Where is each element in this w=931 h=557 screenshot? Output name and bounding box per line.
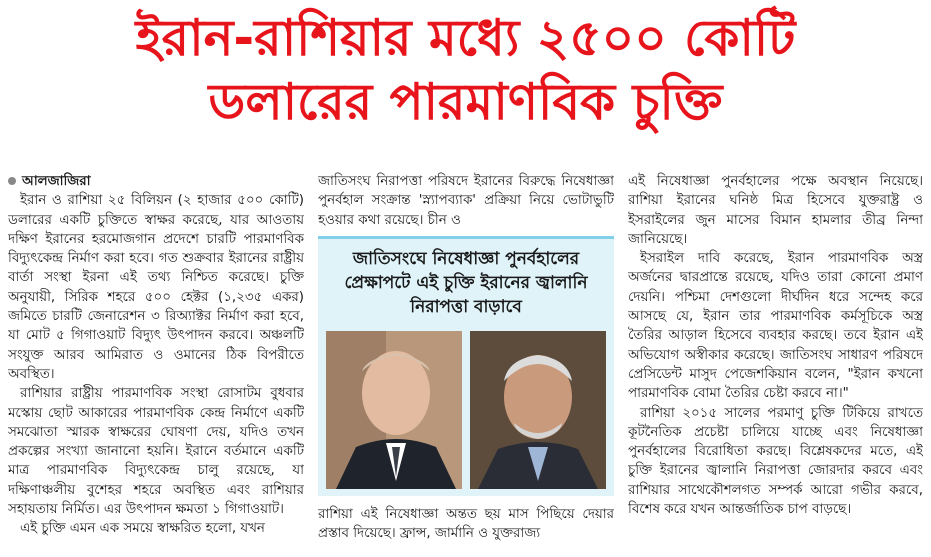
byline [8,172,304,191]
paragraph: ইরান ও রাশিয়া ২৫ বিলিয়ন (২ হাজার ৫০০ কোটি) ডলারের একটি চুক্তিতে স্বাক্ষর করেছে, যার আওতায় দক্ষিণ ইরানের হরমোজগান প্রদেশে চারটি পারমাণবিক বিদ্যুৎকেন্দ্র নির্মাণ করা হবে। গত শুক্রবার ইরানের রাষ্ট্রীয় বার্তা সংস্থা ইরনা এই তথ্য নিশ্চিত করেছে। চুক্তি অনুযায়ী, সিরিক শহরে ৫০০ হেক্টর (১,২৩৫ একর) জমিতে চারটি জেনারেশন ৩ রিঅ্যাক্টর নির্মাণ করা হবে, যা মোট ৫ গিগাওয়াট বিদ্যুৎ উৎপাদন করবে। অঞ্চলটি সংযুক্ত আরব আমিরাত ও ওমানের ঠিক বিপরীতে অবস্থিত। [8,193,304,382]
paragraph: জাতিসংঘ নিরাপত্তা পরিষদে ইরানের বিরুদ্ধে নিষেধাজ্ঞা পুনর্বহাল সংক্রান্ত 'স্ন্যাপব্যাক' প্রক্রিয়া নিয়ে ভোটাভুটি হওয়ার কথা রয়েছে। চীন ও [318,174,614,228]
portrait-right-illustration [470,331,606,489]
paragraph: ইসরাইল দাবি করেছে, ইরান পারমাণবিক অস্ত্র অর্জনের দ্বারপ্রান্তে রয়েছে, যদিও তারা কোনো প্রমাণ দেয়নি। পশ্চিমা দেশগুলো দীর্ঘদিন ধরে সন্দেহ করে আসছে যে, ইরান তার পারমাণবিক কর্মসূচিকে অস্ত্র তৈরির আড়াল হিসেবে ব্যবহার করছে। তবে ইরান এই অভিযোগ অস্বীকার করেছে। জাতিসংঘ সাধারণ পরিষদে প্রেসিডেন্ট মাসুদ পেজেশকিয়ান বলেন, "ইরান কখনো পারমাণবিক বোমা তৈরির চেষ্টা করবে না।" [628,251,923,402]
paragraph: এই নিষেধাজ্ঞা পুনর্বহালের পক্ষে অবস্থান নিয়েছে। রাশিয়া ইরানের ঘনিষ্ঠ মিত্র হিসেবে যুক্তরাষ্ট্র ও ইসরাইলের জুন মাসের বিমান হামলার তীব্র নিন্দা জানিয়েছে। [628,174,923,247]
headline-line-2: ডলারের পারমাণবিক চুক্তি [208,73,723,131]
bullet-icon [8,177,16,185]
paragraph: এই চুক্তি এমন এক সময়ে স্বাক্ষরিত হলো, যখন [20,521,265,537]
paragraph: রাশিয়া এই নিষেধাজ্ঞা অন্তত ছয় মাস পিছিয়ে দেয়ার প্রস্তাব দিয়েছে। ফ্রান্স, জার্মানি ও যুক্তরাজ্য [318,507,614,542]
paragraph: রাশিয়া ২০১৫ সালের পরমাণু চুক্তি টিকিয়ে রাখতে কূটনৈতিক প্রচেষ্টা চালিয়ে যাচ্ছে এবং নিষেধাজ্ঞা পুনর্বহালের বিরোধিতা করছে। বিশ্লেষকদের মতে, এই চুক্তি ইরানের জ্বালানি নিরাপত্তা জোরদার করবে এবং রাশিয়ার সাথেকৌশলগত সম্পর্ক আরো গভীর করবে, বিশেষ করে যখন আন্তর্জাতিক চাপ বাড়ছে। [628,405,923,518]
paragraph: রাশিয়ার রাষ্ট্রীয় পারমাণবিক সংস্থা রোসাটম বুধবার মস্কোয় ছোট আকারের পারমাণবিক কেন্দ্র নির্মাণে একটি সমঝোতা স্মারক স্বাক্ষরের ঘোষণা দেয়, যদিও তখন প্রকল্পের সংখ্যা জানানো হয়নি। ইরানে বর্তমানে একটি মাত্র পারমাণবিক বিদ্যুৎকেন্দ্র চালু রয়েছে, যা দক্ষিণাঞ্চলীয় বুশেহর শহরে অবস্থিত এবং রাশিয়ার সহায়তায় নির্মিত। এর উৎপাদন ক্ষমতা ১ গিগাওয়াট। [8,386,304,518]
article-column-1 [8,172,304,557]
photo-pair [326,331,606,489]
article-column-3 [628,172,923,557]
callout-text: জাতিসংঘে নিষেধাজ্ঞা পুনর্বহালের প্রেক্ষাপটে এই চুক্তি ইরানের জ্বালানি নিরাপত্তা বাড়াবে [344,249,588,317]
callout-box [318,236,614,496]
portrait-photo-left [326,331,462,489]
headline-line-1: ইরান-রাশিয়ার মধ্যে ২৫০০ কোটি [135,9,796,67]
byline-text: আলজাজিরা [22,174,91,189]
portrait-left-illustration [326,331,462,489]
portrait-photo-right [470,331,606,489]
headline [0,6,931,134]
